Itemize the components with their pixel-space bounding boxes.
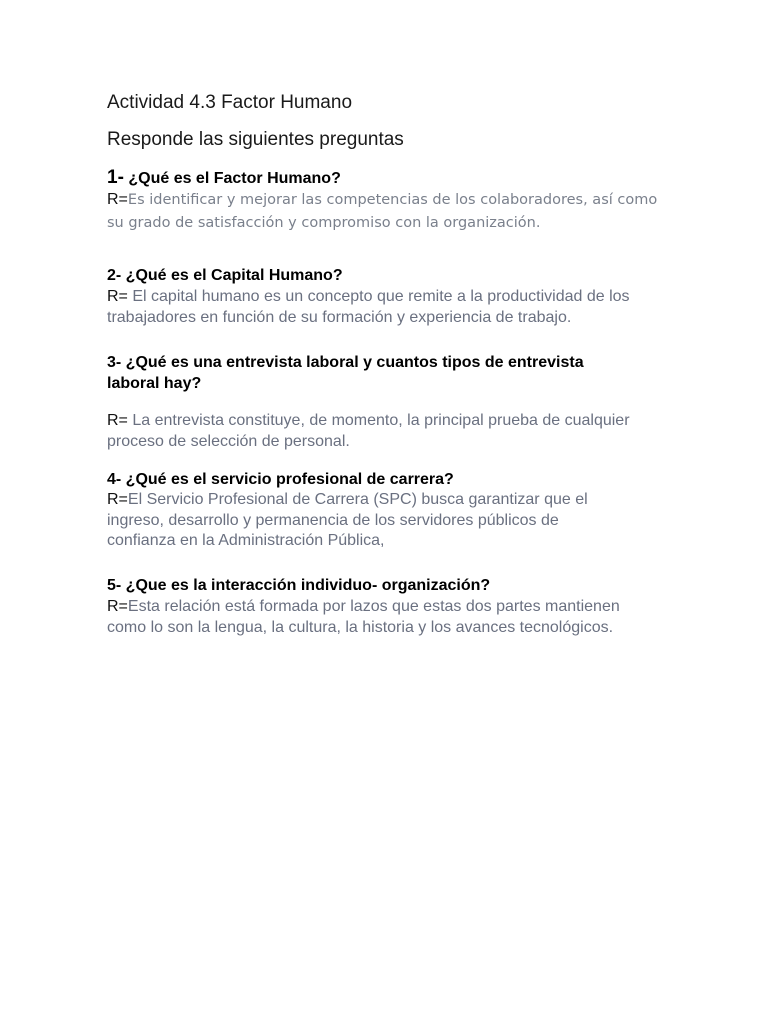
answer-3-label: R= <box>107 412 128 429</box>
question-5: 5- ¿Que es la interacción individuo- organización? <box>107 577 491 594</box>
question-1 <box>107 167 341 189</box>
answer-1-line-2: su grado de satisfacción y compromiso con la organización. <box>107 215 541 231</box>
answer-1-label: R= <box>107 191 128 208</box>
question-3-line-2: laboral hay? <box>107 375 202 392</box>
question-4: 4- ¿Qué es el servicio profesional de carrera? <box>107 471 454 488</box>
answer-4-line-1 <box>107 491 588 509</box>
answer-4-line-3: confianza en la Administración Pública, <box>107 532 385 549</box>
answer-2-text-1: El capital humano es un concepto que remite a la productividad de los <box>127 288 630 305</box>
question-2: 2- ¿Qué es el Capital Humano? <box>107 267 343 284</box>
answer-3-line-1 <box>107 412 630 430</box>
answer-3-line-2: proceso de selección de personal. <box>107 433 350 450</box>
answer-1-line-1 <box>107 191 657 209</box>
document-subtitle: Responde las siguientes preguntas <box>107 129 404 150</box>
document-title: Actividad 4.3 Factor Humano <box>107 92 353 113</box>
answer-1-text-1: Es identificar y mejorar las competencias de los colaboradores, así como <box>127 192 658 208</box>
question-1-number: 1- <box>107 167 124 188</box>
answer-5-text-1: Esta relación está formada por lazos que estas dos partes mantienen <box>127 598 620 615</box>
answer-5-line-2: como lo son la lengua, la cultura, la historia y los avances tecnológicos. <box>107 619 614 636</box>
answer-3-text-1: La entrevista constituye, de momento, la principal prueba de cualquier <box>127 412 630 429</box>
answer-4-label: R= <box>107 491 128 508</box>
answer-2-line-2: trabajadores en función de su formación y experiencia de trabajo. <box>107 309 572 326</box>
answer-2-label: R= <box>107 288 128 305</box>
answer-5-label: R= <box>107 598 128 615</box>
question-3-line-1: 3- ¿Qué es una entrevista laboral y cuantos tipos de entrevista <box>107 354 584 371</box>
answer-2-line-1 <box>107 288 630 306</box>
answer-4-line-2: ingreso, desarrollo y permanencia de los servidores públicos de <box>107 512 559 529</box>
answer-5-line-1 <box>107 598 620 616</box>
answer-4-text-1: El Servicio Profesional de Carrera (SPC) busca garantizar que el <box>127 491 588 508</box>
question-1-text: ¿Qué es el Factor Humano? <box>123 170 341 187</box>
